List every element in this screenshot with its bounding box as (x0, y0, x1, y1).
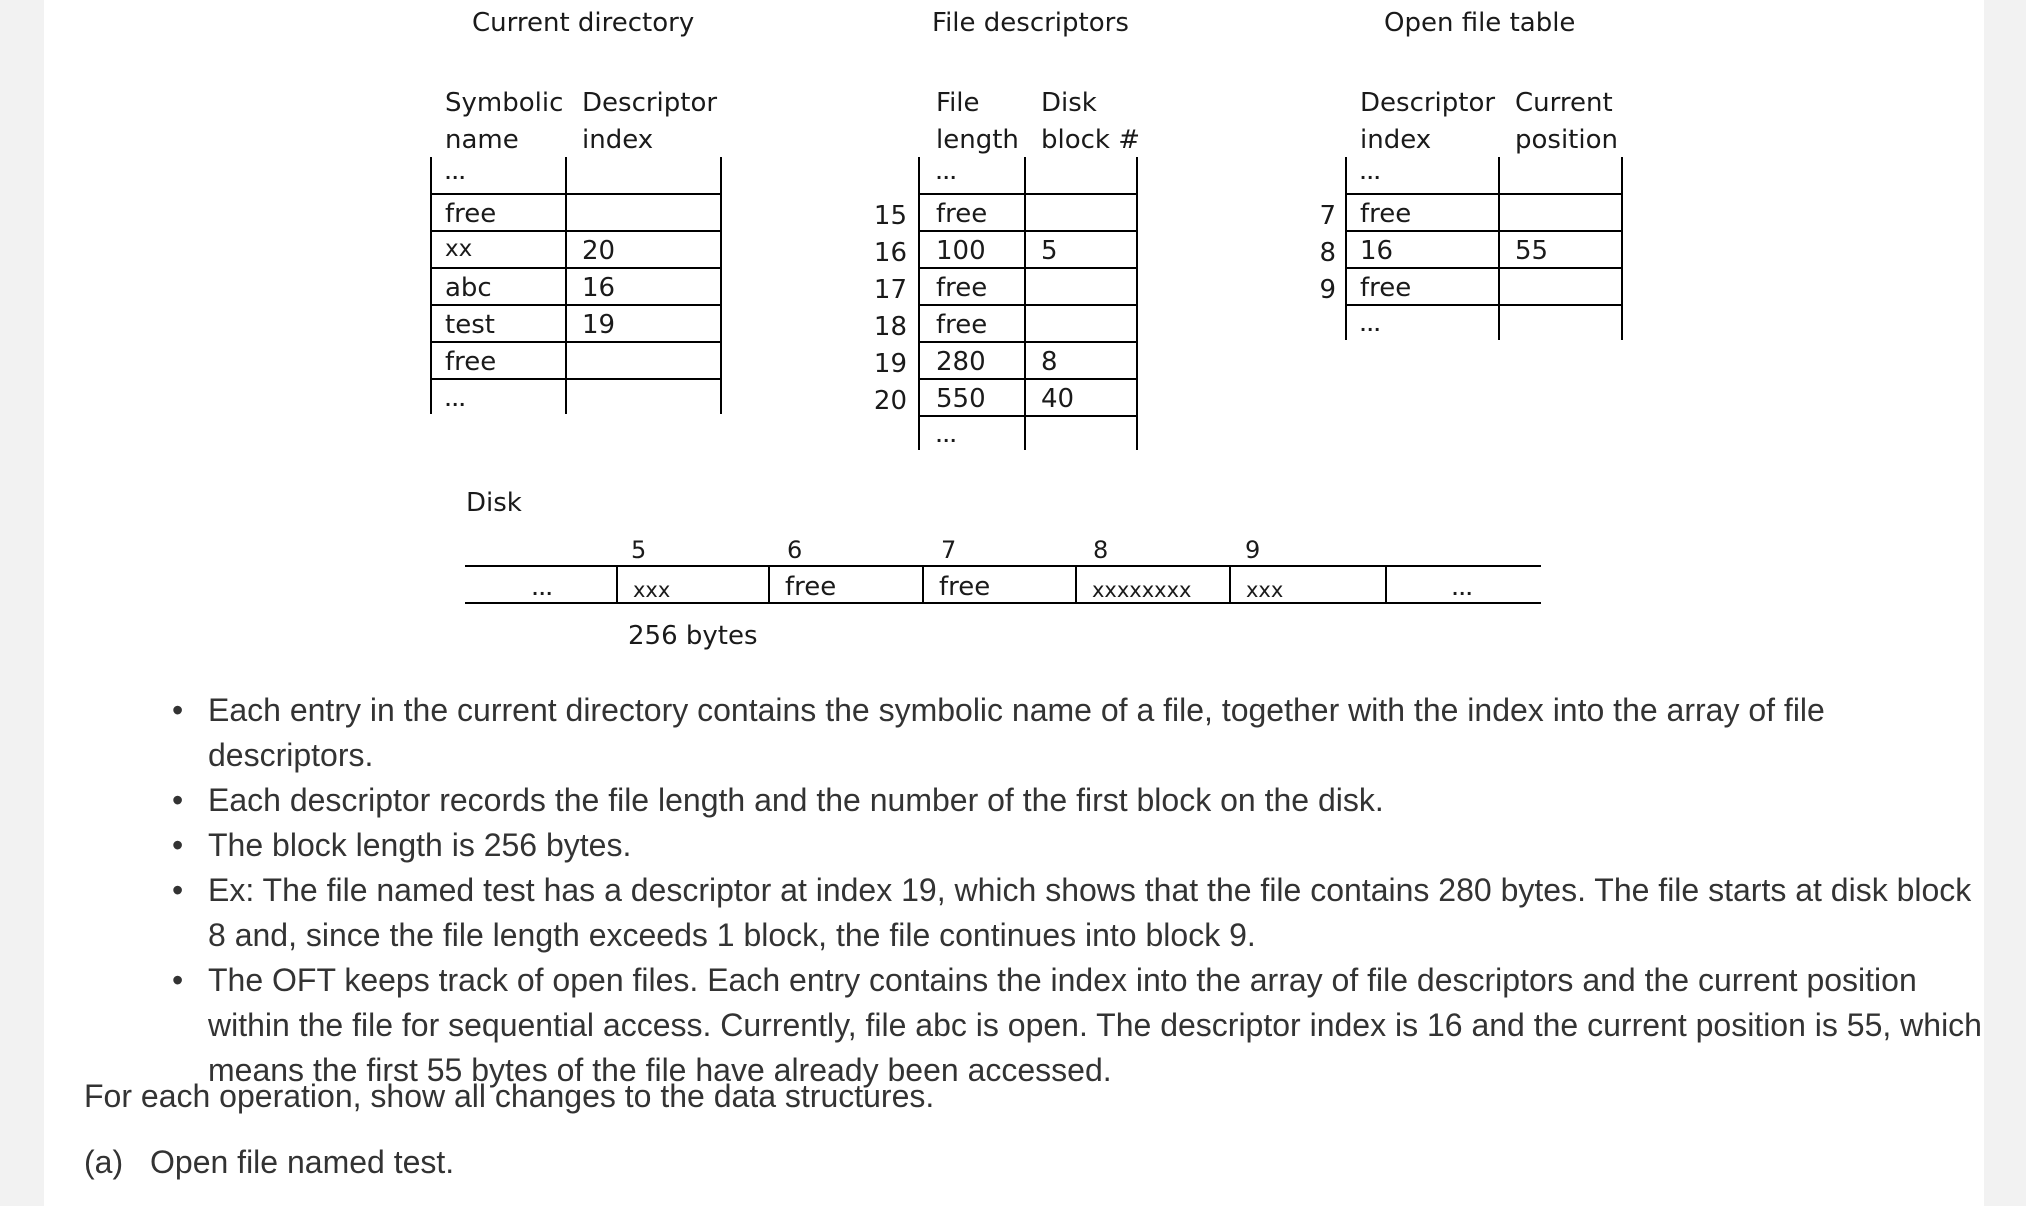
fd-header-disk-block: Disk block # (1041, 88, 1141, 155)
disk-cell: xxxxxxxx (1092, 578, 1192, 602)
oft-row-ellipsis-top: ... (1360, 164, 1382, 183)
cd-header-symbolic-name: Symbolic name (445, 88, 564, 155)
fd-header-file-length: File length (936, 88, 1019, 155)
current-directory-title: Current directory (472, 8, 695, 38)
fd-row-ellipsis-bottom: ... (936, 427, 958, 446)
bullet-item: • Each descriptor records the file length and the number of the first block on the disk. (164, 778, 1984, 823)
question-label: (a) (84, 1144, 124, 1180)
fd-row-ellipsis-top: ... (936, 164, 958, 183)
cd-row-name: test (445, 310, 495, 340)
cd-row-index: 16 (582, 273, 616, 303)
document-page (44, 0, 1984, 1206)
bullet-item: • Ex: The file named test has a descriptor at index 19, which shows that the file contains 280 bytes. The file starts at disk block 8 and, since the file length exceeds 1 block, the file continues into block 9. (164, 868, 1984, 958)
cd-header-descriptor-index: Descriptor index (582, 88, 718, 155)
oft-row-descriptor: free (1360, 199, 1412, 229)
disk-block-number: 7 (941, 536, 957, 564)
bullet-item: • Each entry in the current directory contains the symbolic name of a file, together with the index into the array of file descriptors. (164, 688, 1984, 778)
disk-cell: xxx (633, 578, 671, 602)
fd-row-number: 16 (873, 238, 907, 268)
cd-row-index: 20 (582, 236, 616, 266)
oft-header-descriptor-index: Descriptor index (1360, 88, 1496, 155)
fd-row-length: 550 (936, 384, 986, 414)
cd-row-name: abc (445, 273, 492, 303)
disk-cell-ellipsis-left: ... (532, 580, 554, 599)
explanation-list (164, 688, 1984, 1093)
disk-cell-ellipsis-right: ... (1452, 580, 1474, 599)
disk-cell: free (939, 572, 991, 602)
fd-row-number: 17 (873, 275, 907, 305)
cd-row-name: xx (445, 236, 473, 262)
cd-row-ellipsis-top: ... (445, 164, 467, 183)
fd-row-number: 18 (873, 312, 907, 342)
bullet-item: • The OFT keeps track of open files. Each entry contains the index into the array of file descriptors and the current position within the file for sequential access. Currently, file abc is open. The descriptor index is 16 and the current position is 55, which means the first 55 bytes of the file have already been accessed. (164, 958, 1984, 1093)
fd-row-length: free (936, 199, 988, 229)
disk-label: Disk (466, 488, 522, 518)
question-text: Open file named test. (150, 1144, 455, 1180)
disk-block-number: 5 (631, 536, 647, 564)
disk-block-number: 8 (1093, 536, 1109, 564)
oft-row-descriptor: free (1360, 273, 1412, 303)
cd-row-name: free (445, 199, 497, 229)
oft-row-position: 55 (1515, 236, 1549, 266)
oft-header-current-position: Current position (1515, 88, 1618, 155)
fd-row-block: 8 (1041, 347, 1058, 377)
disk-block-number: 9 (1245, 536, 1261, 564)
fd-row-block: 5 (1041, 236, 1058, 266)
oft-row-ellipsis-bottom: ... (1360, 316, 1382, 335)
disk-block-number: 6 (787, 536, 803, 564)
cd-row-index: 19 (582, 310, 616, 340)
disk-cell: free (785, 572, 837, 602)
oft-row-number: 8 (1319, 238, 1336, 268)
fd-row-block: 40 (1041, 384, 1075, 414)
bullet-item: • The block length is 256 bytes. (164, 823, 1984, 868)
fd-row-length: free (936, 310, 988, 340)
cd-row-name: free (445, 347, 497, 377)
file-descriptors-title: File descriptors (932, 8, 1129, 38)
fd-row-length: free (936, 273, 988, 303)
oft-row-descriptor: 16 (1360, 236, 1394, 266)
oft-row-number: 9 (1319, 275, 1336, 305)
fd-row-number: 19 (873, 349, 907, 379)
fd-row-number: 15 (873, 201, 907, 231)
fd-row-length: 100 (936, 236, 986, 266)
disk-cell: xxx (1246, 578, 1284, 602)
oft-row-number: 7 (1319, 201, 1336, 231)
fd-row-length: 280 (936, 347, 986, 377)
instruction-text: For each operation, show all changes to the data structures. (84, 1078, 935, 1114)
open-file-table-title: Open file table (1384, 8, 1576, 38)
block-size-label: 256 bytes (628, 621, 758, 651)
fd-row-number: 20 (873, 386, 907, 416)
cd-row-ellipsis-bottom: ... (445, 391, 467, 410)
